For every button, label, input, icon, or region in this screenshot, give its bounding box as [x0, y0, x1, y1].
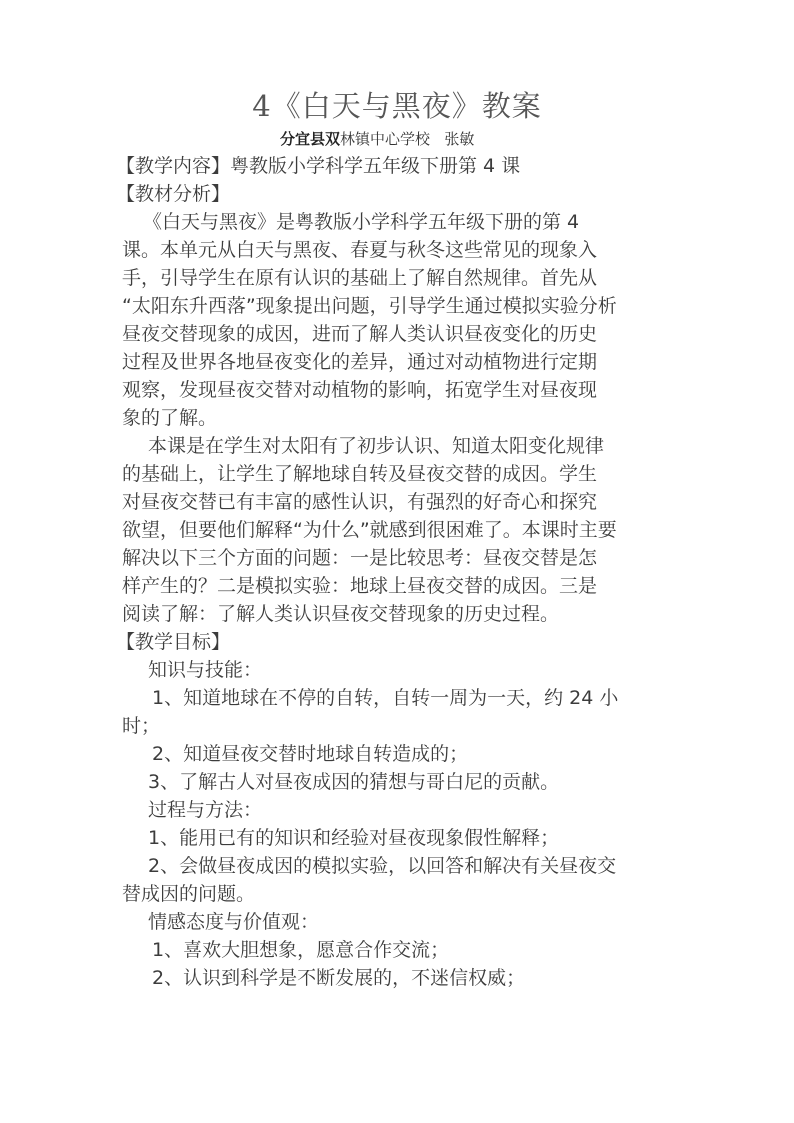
text-line: 【教学内容】粤教版小学科学五年级下册第 4 课 — [116, 155, 521, 177]
text-line: 阅读了解：了解人类认识昼夜交替现象的历史过程。 — [122, 603, 560, 625]
author-name: 张敏 — [444, 130, 475, 148]
text-line: 2、知道昼夜交替时地球自转造成的； — [152, 743, 469, 765]
text-line: 观察，发现昼夜交替对动植物的影响，拓宽学生对昼夜现 — [122, 379, 598, 401]
text-line: 【教学目标】 — [116, 631, 231, 653]
text-line: 时； — [122, 715, 161, 737]
text-line: 解决以下三个方面的问题：一是比较思考：昼夜交替是怎 — [122, 547, 598, 569]
text-line: 1、能用已有的知识和经验对昼夜现象假性解释； — [148, 827, 560, 849]
text-line: 的基础上，让学生了解地球自转及昼夜交替的成因。学生 — [122, 463, 598, 485]
school-name: 林镇中心学校 — [340, 130, 431, 148]
text-line: 昼夜交替现象的成因，进而了解人类认识昼夜变化的历史 — [122, 323, 598, 345]
text-line: 【教材分析】 — [116, 183, 231, 205]
text-line: 过程与方法： — [148, 799, 263, 821]
text-line: 课。本单元从白天与黑夜、春夏与秋冬这些常见的现象入 — [122, 239, 598, 261]
text-line: 过程及世界各地昼夜变化的差异，通过对动植物进行定期 — [122, 351, 598, 373]
text-line: 对昼夜交替已有丰富的感性认识，有强烈的好奇心和探究 — [122, 491, 598, 513]
document-title: 4《白天与黑夜》教案 — [252, 89, 542, 123]
text-line: 2、认识到科学是不断发展的，不迷信权威； — [152, 967, 526, 989]
school-name-bold: 分宜县双 — [280, 130, 341, 148]
text-line: 象的了解。 — [122, 407, 218, 429]
text-line: 3、了解古人对昼夜成因的猜想与哥白尼的贡献。 — [148, 771, 560, 793]
text-line: 《白天与黑夜》是粤教版小学科学五年级下册的第 4 — [143, 211, 580, 233]
text-line: “太阳东升西落”现象提出问题，引导学生通过模拟实验分析 — [122, 295, 617, 317]
text-line: 欲望，但要他们解释“为什么”就感到很困难了。本课时主要 — [122, 519, 617, 541]
author-line — [280, 128, 474, 150]
text-line: 2、会做昼夜成因的模拟实验，以回答和解决有关昼夜交 — [148, 855, 617, 877]
text-line: 样产生的？二是模拟实验：地球上昼夜交替的成因。三是 — [122, 575, 598, 597]
text-line: 替成因的问题。 — [122, 883, 256, 905]
text-line: 本课是在学生对太阳有了初步认识、知道太阳变化规律 — [148, 435, 605, 457]
text-line: 知识与技能： — [148, 659, 263, 681]
text-line: 1、喜欢大胆想象，愿意合作交流； — [152, 939, 450, 961]
text-line: 1、知道地球在不停的自转，自转一周为一天，约 24 小 — [152, 687, 619, 709]
text-line: 手，引导学生在原有认识的基础上了解自然规律。首先从 — [122, 267, 598, 289]
text-line: 情感态度与价值观： — [148, 911, 320, 933]
